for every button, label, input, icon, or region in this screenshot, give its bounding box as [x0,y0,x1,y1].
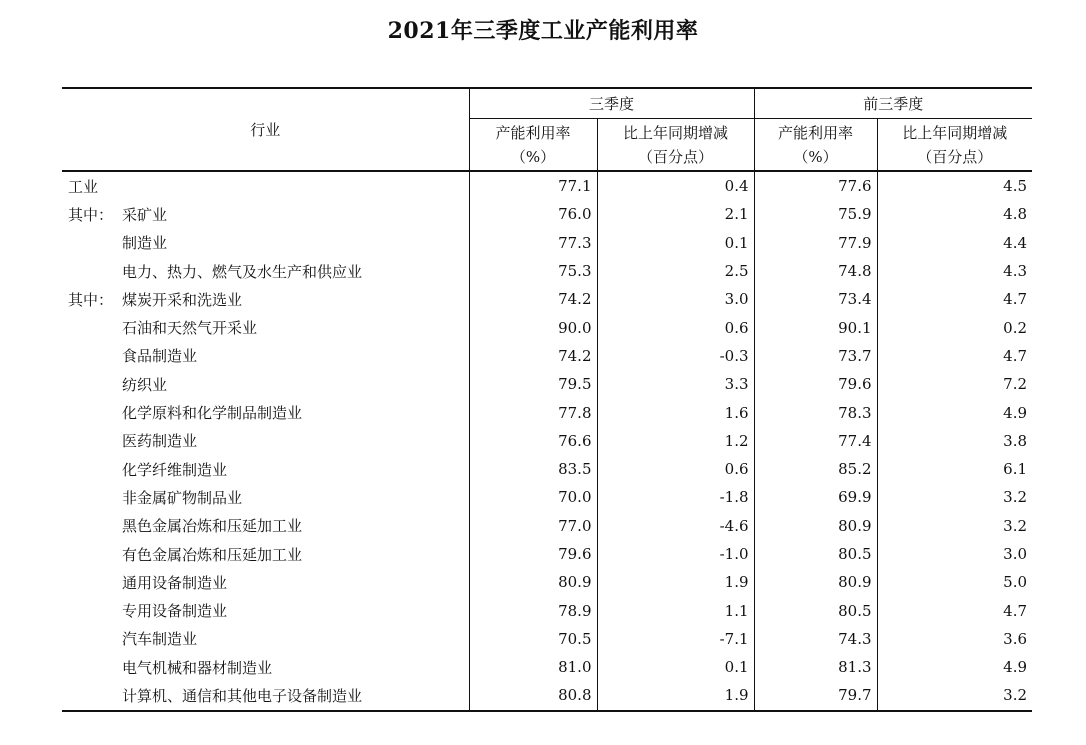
ytd-change-cell: 4.3 [877,257,1032,285]
ytd-rate-cell: 77.6 [754,171,877,200]
q3-rate-cell: 80.8 [469,681,597,710]
q3-rate-cell: 76.0 [469,200,597,228]
document-title: 2021年三季度工业产能利用率 [387,18,699,44]
industry-cell [62,342,469,370]
table-row [62,398,1032,426]
industry-column-header: 行业 [62,88,469,171]
ytd-rate-cell: 73.4 [754,285,877,313]
industry-name: 纺织业 [122,375,168,394]
q3-change-cell: -0.3 [597,342,754,370]
industry-name: 有色金属冶炼和压延加工业 [122,545,303,564]
q3-rate-cell: 74.2 [469,342,597,370]
industry-cell [62,427,469,455]
ytd-rate-cell: 74.3 [754,625,877,653]
capacity-utilization-table [62,87,1032,712]
industry-cell [62,596,469,624]
q3-rate-cell: 79.6 [469,540,597,568]
subcategory-prefix: 其中： [68,290,114,309]
ytd-change-cell: 0.2 [877,313,1032,341]
industry-cell [62,512,469,540]
table-row [62,568,1032,596]
ytd-change-cell: 3.0 [877,540,1032,568]
table-row [62,596,1032,624]
q3-change-cell: 0.4 [597,171,754,200]
rate-unit: （%） [510,147,556,166]
ytd-change-cell: 3.2 [877,483,1032,511]
ytd-change-cell: 5.0 [877,568,1032,596]
change-unit: （百分点） [638,147,714,166]
industry-cell [62,625,469,653]
ytd-change-cell: 4.5 [877,171,1032,200]
table-row [62,483,1032,511]
q3-rate-cell: 79.5 [469,370,597,398]
industry-name: 通用设备制造业 [122,573,228,592]
ytd-rate-cell: 81.3 [754,653,877,681]
table-row [62,427,1032,455]
table-row [62,229,1032,257]
q3-rate-cell: 74.2 [469,285,597,313]
q3-rate-cell: 90.0 [469,313,597,341]
change-unit: （百分点） [917,147,993,166]
q3-change-cell: 2.5 [597,257,754,285]
industry-cell [62,313,469,341]
ytd-rate-cell: 77.4 [754,427,877,455]
q3-change-cell: 1.2 [597,427,754,455]
q3-change-cell: 0.1 [597,229,754,257]
table-row [62,313,1032,341]
ytd-rate-cell: 78.3 [754,398,877,426]
table-row [62,257,1032,285]
table-row [62,681,1032,710]
industry-name: 计算机、通信和其他电子设备制造业 [122,686,363,705]
ytd-rate-header [754,119,877,172]
q3-change-cell: 0.1 [597,653,754,681]
rate-unit: （%） [793,147,838,166]
q3-rate-cell: 77.0 [469,512,597,540]
ytd-change-cell: 3.6 [877,625,1032,653]
industry-name: 食品制造业 [122,347,198,366]
q3-rate-cell: 77.3 [469,229,597,257]
q3-change-cell: -1.0 [597,540,754,568]
q3-rate-cell: 75.3 [469,257,597,285]
ytd-rate-cell: 80.5 [754,596,877,624]
industry-name: 医药制造业 [122,432,198,451]
table-body [62,171,1032,711]
ytd-rate-cell: 80.9 [754,512,877,540]
table-row [62,200,1032,228]
industry-name: 专用设备制造业 [122,602,228,621]
ytd-change-cell: 4.7 [877,342,1032,370]
table-row [62,370,1032,398]
industry-cell [62,229,469,257]
table-row [62,512,1032,540]
ytd-change-cell: 4.7 [877,596,1032,624]
industry-name: 黑色金属冶炼和压延加工业 [122,517,303,536]
ytd-rate-cell: 79.6 [754,370,877,398]
industry-name: 制造业 [122,234,168,253]
q3-change-cell: -7.1 [597,625,754,653]
industry-cell [62,257,469,285]
industry-name: 电力、热力、燃气及水生产和供应业 [122,262,363,281]
table-row [62,342,1032,370]
change-label: 比上年同期增减 [902,123,1008,142]
industry-cell [62,540,469,568]
ytd-rate-cell: 73.7 [754,342,877,370]
ytd-rate-cell: 90.1 [754,313,877,341]
industry-cell [62,483,469,511]
ytd-change-cell: 4.4 [877,229,1032,257]
industry-cell [62,681,469,710]
q3-change-cell: 1.1 [597,596,754,624]
rate-label: 产能利用率 [495,123,571,142]
table-row [62,625,1032,653]
ytd-rate-cell: 69.9 [754,483,877,511]
change-label: 比上年同期增减 [623,123,729,142]
ytd-rate-cell: 77.9 [754,229,877,257]
ytd-change-header [877,119,1032,172]
q3-rate-cell: 78.9 [469,596,597,624]
q3-rate-cell: 76.6 [469,427,597,455]
q3-change-cell: -4.6 [597,512,754,540]
industry-name: 电气机械和器材制造业 [122,658,273,677]
industry-cell [62,398,469,426]
subcategory-prefix: 其中： [68,205,114,224]
q3-change-cell: 1.6 [597,398,754,426]
ytd-change-cell: 3.2 [877,681,1032,710]
q3-change-cell: -1.8 [597,483,754,511]
q3-rate-cell: 77.1 [469,171,597,200]
q3-change-cell: 0.6 [597,455,754,483]
q3-rate-cell: 80.9 [469,568,597,596]
q3-group-header: 三季度 [469,88,754,119]
ytd-change-cell: 3.2 [877,512,1032,540]
ytd-change-cell: 4.9 [877,653,1032,681]
industry-name: 工业 [68,177,99,196]
industry-cell [62,200,469,228]
industry-name: 石油和天然气开采业 [122,319,258,338]
industry-cell [62,285,469,313]
industry-name: 煤炭开采和洗选业 [122,290,243,309]
q3-rate-cell: 83.5 [469,455,597,483]
industry-name: 非金属矿物制品业 [122,488,243,507]
q3-change-cell: 1.9 [597,568,754,596]
industry-cell [62,370,469,398]
q3-change-cell: 1.9 [597,681,754,710]
ytd-rate-cell: 80.9 [754,568,877,596]
q3-change-cell: 0.6 [597,313,754,341]
ytd-rate-cell: 85.2 [754,455,877,483]
industry-cell [62,455,469,483]
table-row [62,653,1032,681]
rate-label: 产能利用率 [778,123,854,142]
industry-cell [62,568,469,596]
ytd-change-cell: 7.2 [877,370,1032,398]
table-row [62,540,1032,568]
ytd-rate-cell: 79.7 [754,681,877,710]
ytd-rate-cell: 74.8 [754,257,877,285]
industry-cell [62,171,469,200]
table-row [62,285,1032,313]
ytd-change-cell: 4.8 [877,200,1032,228]
q3-change-cell: 2.1 [597,200,754,228]
q3-rate-cell: 81.0 [469,653,597,681]
industry-cell [62,653,469,681]
ytd-change-cell: 4.7 [877,285,1032,313]
ytd-change-cell: 6.1 [877,455,1032,483]
industry-name: 化学原料和化学制品制造业 [122,404,303,423]
ytd-change-cell: 4.9 [877,398,1032,426]
industry-name: 化学纤维制造业 [122,460,228,479]
q3-rate-cell: 70.5 [469,625,597,653]
q3-change-cell: 3.0 [597,285,754,313]
ytd-group-header: 前三季度 [754,88,1032,119]
q3-rate-header [469,119,597,172]
q3-change-header [597,119,754,172]
table-row [62,171,1032,200]
ytd-rate-cell: 75.9 [754,200,877,228]
industry-name: 汽车制造业 [122,630,198,649]
ytd-change-cell: 3.8 [877,427,1032,455]
q3-rate-cell: 77.8 [469,398,597,426]
industry-name: 采矿业 [122,205,168,224]
q3-change-cell: 3.3 [597,370,754,398]
ytd-rate-cell: 80.5 [754,540,877,568]
q3-rate-cell: 70.0 [469,483,597,511]
table-row [62,455,1032,483]
